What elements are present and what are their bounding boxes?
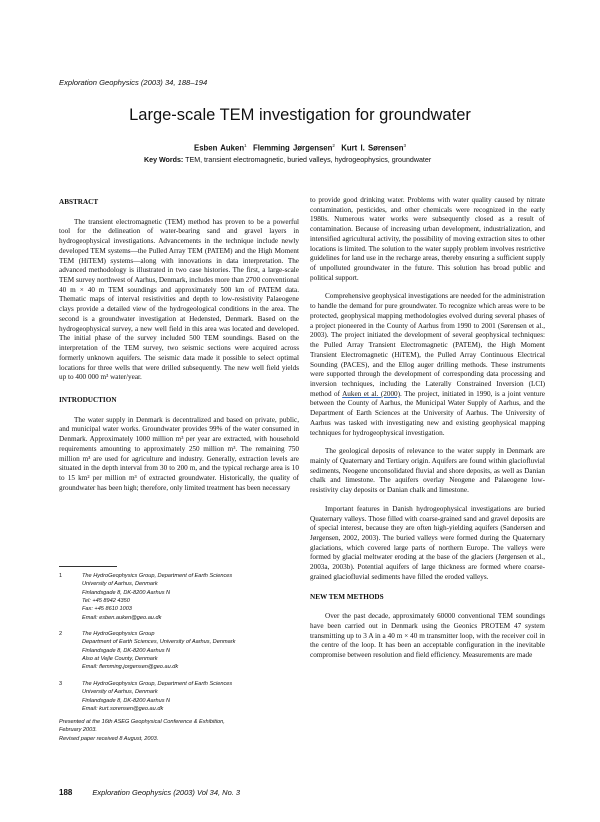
- introduction-heading: INTRODUCTION: [59, 395, 117, 404]
- footnote-line: Tel: +45 8942 4350: [82, 598, 130, 605]
- page-number: 188: [59, 788, 73, 797]
- author-name: Kurt I. Sørensen: [341, 143, 404, 153]
- footer-journal: Exploration Geophysics (2003) Vol 34, No. 3: [92, 788, 241, 797]
- author-name: Flemming Jørgensen: [252, 143, 333, 153]
- footnote-line: The HydroGeophysics Group, Department of Earth Sciences: [82, 681, 233, 687]
- introduction-paragraph: The geological deposits of relevance to the water supply in Denmark are mainly of Quaternary and Tertiary origin. Aquifers are found within glaciofluvial sediments, Neogene unconsolidated fluvial and shore deposits, as well as Danian chalk and limestone. The aquifers overlay Neogene and Palaeogene low-resistivity clay deposits or Danian chalk and limestone.: [310, 447, 545, 495]
- keywords: [144, 156, 431, 164]
- footnote-rule: [59, 566, 117, 567]
- footnote-line: The HydroGeophysics Group, Department of Earth Sciences: [82, 573, 233, 579]
- new-tem-paragraph: Over the past decade, approximately 60000 conventional TEM soundings have been carried out in Denmark using the Geonics PROTEM 47 system transmitting up to 3 A in a 40 m × 40 m transmitter loop, with the receiver coil in the centre of the loop. It has been an acceptable configuration in the inevitable compromise between resolution and field efficiency. Measurements are made: [310, 612, 545, 660]
- footnote-1: [59, 572, 299, 622]
- author-affiliation-mark: 3: [403, 143, 406, 148]
- paragraph-text: Comprehensive geophysical investigations are needed for the administration to handle the demand for pure groundwater. To recognize which areas were to be protected, geophysical mapping methodologies evolved during several phases of a project pioneered in the County of Aarhus from 1990 to 2001 (Sørensen et al., 2003). The project initiated the development of several geophysical techniques: the Pulled Array Transient Electromagnetic (PATEM), the High Moment Transient Electromagnetic (HiTEM), the Pulled Array Continuous Electrical Sounding (PACES), and the Ellog auger drilling methods. These instruments were supported through the development of corresponding data processing and inversion techniques, including the Laterally Constrained Inversion (LCI) method of: [310, 292, 545, 398]
- footnote-email: Email: kurt.sorensen@geo.au.dk: [82, 706, 164, 713]
- paper-title: Large-scale TEM investigation for groundwater: [129, 106, 471, 124]
- footnote-line: Finlandsgade 8, DK-8200 Aarhus N: [82, 647, 171, 654]
- introduction-paragraph: [310, 292, 545, 438]
- page-footer: [59, 788, 240, 797]
- footnote-line: University of Aarhus, Denmark: [82, 581, 158, 588]
- introduction-paragraph: Important features in Danish hydrogeophysical investigations are buried Quaternary valleys. Those filled with coarse-grained sand and gravel deposits are of special interest, because they are often high-yielding aquifers (Sandersen and Jørgensen, 2002, 2003). The buried valleys were formed during the Quaternary glaciations, which covered large parts of northern Europe. The valleys were formed by glacial meltwater eroding at the base of the glaciers (Jørgensen et al., 2003a, 2003b). Potential aquifers of large thickness are formed where coarse-grained glaciofluvial sediments have filled the eroded valleys.: [310, 504, 545, 581]
- new-tem-methods-heading: NEW TEM METHODS: [310, 592, 384, 601]
- author-affiliation-mark: 2: [332, 143, 335, 148]
- footnote-email: Email: flemming.jorgensen@geo.au.dk: [82, 664, 179, 671]
- footnote-number: 1: [59, 573, 63, 579]
- keywords-label: Key Words:: [144, 156, 184, 164]
- paragraph-text: . The project, initiated in 1990, is a joint venture between the County of Aarhus, the Municipal Water Supply of Aarhus, and the Department of Earth Sciences at the University of Aarhus. The University of Aarhus was tasked with investigating new and existing geophysical mapping techniques for hydrogeophysical investigation.: [310, 389, 545, 437]
- author-affiliation-mark: 1: [244, 143, 247, 148]
- keywords-text: TEM, transient electromagnetic, buried valleys, hydrogeophysics, groundwater: [185, 156, 432, 164]
- abstract-heading: ABSTRACT: [59, 198, 99, 206]
- presented-note: [59, 718, 299, 743]
- presented-line: February 2003.: [59, 727, 97, 734]
- footnote-number: 3: [59, 681, 63, 687]
- footnote-line: University of Aarhus, Denmark: [82, 689, 158, 696]
- revised-line: Revised paper received 8 August, 2003.: [59, 735, 159, 742]
- footnote-line: Also at Vejle County, Denmark: [82, 656, 158, 663]
- introduction-paragraph-continued: to provide good drinking water. Problems with water quality caused by nitrate contamination, pesticides, and other chemicals were recognized in the early 1980s. Numerous water works were subsequently closed as a result of contamination. Because of increasing urban development, industrialization, and intensified agricultural activity, the possibility of moving extraction sites to other locations is limited. The solution to the water supply problem involves restrictive guidelines for land use in the recharge areas, thereby ensuring a sufficient supply of unpolluted groundwater in the future. This solution has broad public and political support.: [310, 196, 545, 282]
- author-list: [0, 143, 600, 153]
- presented-line: Presented at the 16th ASEG Geophysical Conference & Exhibition,: [59, 719, 225, 725]
- footnote-line: Finlandsgade 8, DK-8200 Aarhus N: [82, 589, 171, 596]
- footnote-number: 2: [59, 631, 63, 637]
- footnote-line: Department of Earth Sciences, University of Aarhus, Denmark: [82, 639, 236, 646]
- footnote-2: [59, 630, 299, 672]
- footnote-line: Finlandsgade 8, DK-8200 Aarhus N: [82, 697, 171, 704]
- author-name: Esben Auken: [194, 143, 245, 153]
- introduction-paragraph: The water supply in Denmark is decentralized and based on private, public, and municipal water works. Groundwater provides 99% of the water consumed in Denmark. Approximately 1000 million m³ per year are extracted, with household requirements amounting to approximately 250 million m³. The remaining 750 million m³ are used for agriculture and industry. Generally, extraction levels are situated in the depth interval from 30 to 200 m, and the typical recharge area is 10 to 15 km² per million m³ of extracted groundwater. Historically, the quality of groundwater has been high; therefore, only limited treatment has been necessary: [59, 415, 299, 492]
- citation-link[interactable]: Auken et al. (2000): [342, 389, 401, 398]
- right-column: [310, 196, 545, 661]
- footnote-line: The HydroGeophysics Group: [82, 631, 155, 637]
- footnote-3: [59, 680, 299, 713]
- abstract-text: The transient electromagnetic (TEM) method has proven to be a powerful tool for the delineation of water-bearing sand and gravel layers in hydrogeophysical investigations. Advancements in the technique include newly developed TEM systems—the Pulled Array TEM (PATEM) and the High Moment TEM (HiTEM) systems—along with innovations in data interpretation. The advanced methodology is illustrated in two case histories. The first, a large-scale TEM survey northwest of Aarhus, Denmark, includes more than 2700 conventional 40 m × 40 m TEM soundings and approximately 500 km of PATEM data. Thematic maps of interval resistivities and depth to low-resistivity Palaeogene clays provide a detailed view of the hydrogeological conditions in the area. The second is a groundwater investigation at Hedensted, Denmark. Based on the hydrogeophysical survey, a new well field in this area was located and developed. The initial phase of the survey included 500 TEM soundings. Based on the interpretation of the TEM survey, two seismic sections were acquired across formerly unknown aquifers. The seismic data made it possible to select optimal locations for three wells that were drilled subsequently. The new well field yields up to 400 000 m³ water/year.: [59, 217, 299, 382]
- footnote-email: Email: esben.auken@geo.au.dk: [82, 614, 162, 621]
- footnote-line: Fax: +45 8610 1003: [82, 606, 132, 613]
- journal-reference: Exploration Geophysics (2003) 34, 188–194: [59, 78, 208, 87]
- left-column: [59, 198, 299, 493]
